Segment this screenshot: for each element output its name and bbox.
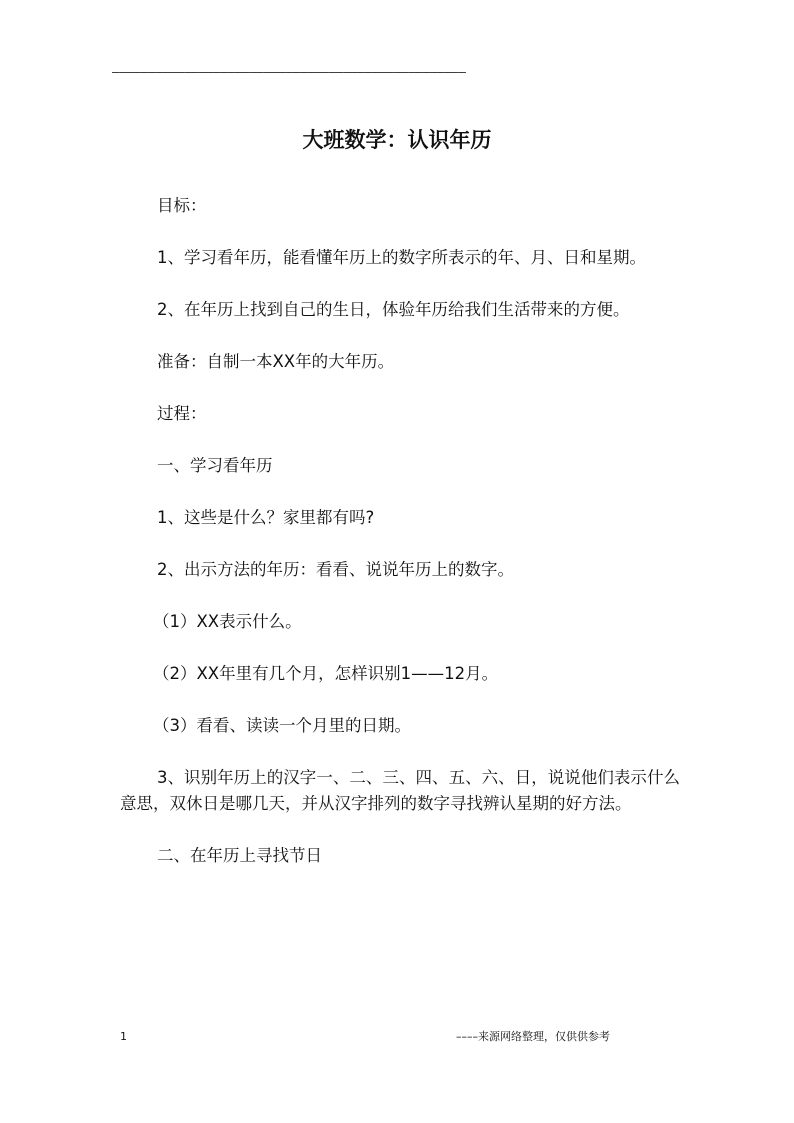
paragraph-goal-1: 1、学习看年历，能看懂年历上的数字所表示的年、月、日和星期。 (157, 248, 646, 267)
paragraph-section-1-heading: 一、学习看年历 (157, 456, 273, 475)
paragraph-goal-2: 2、在年历上找到自己的生日，体验年历给我们生活带来的方便。 (157, 300, 630, 319)
paragraph-goal-heading: 目标： (157, 196, 207, 215)
paragraph-section-2-heading: 二、在年历上寻找节日 (157, 846, 322, 865)
paragraph-substep-2: （2）XX年里有几个月，怎样识别1——12月。 (153, 664, 499, 683)
paragraph-substep-3: （3）看看、读读一个月里的日期。 (153, 716, 411, 735)
document-title: 大班数学：认识年历 (302, 128, 492, 152)
paragraph-preparation: 准备：自制一本XX年的大年历。 (157, 352, 395, 371)
paragraph-step-1: 1、这些是什么？家里都有吗? (157, 508, 375, 527)
paragraph-step-3: 3、识别年历上的汉字一、二、三、四、五、六、日，说说他们表示什么意思，双休日是哪几天，并从汉字排列的数字寻找辨认星期的好方法。 (120, 768, 680, 813)
page-number: 1 (120, 1030, 127, 1043)
paragraph-substep-1: （1）XX表示什么。 (153, 612, 302, 631)
footer-source-note: ––––来源网络整理，仅供供参考 (456, 1030, 610, 1043)
paragraph-step-2: 2、出示方法的年历：看看、说说年历上的数字。 (157, 560, 514, 579)
header-dashed-rule: ––––––––––––––––––––––––––––––––––––––––––––––––– (112, 65, 467, 79)
paragraph-process-heading: 过程： (157, 404, 207, 423)
document-body (120, 193, 680, 869)
